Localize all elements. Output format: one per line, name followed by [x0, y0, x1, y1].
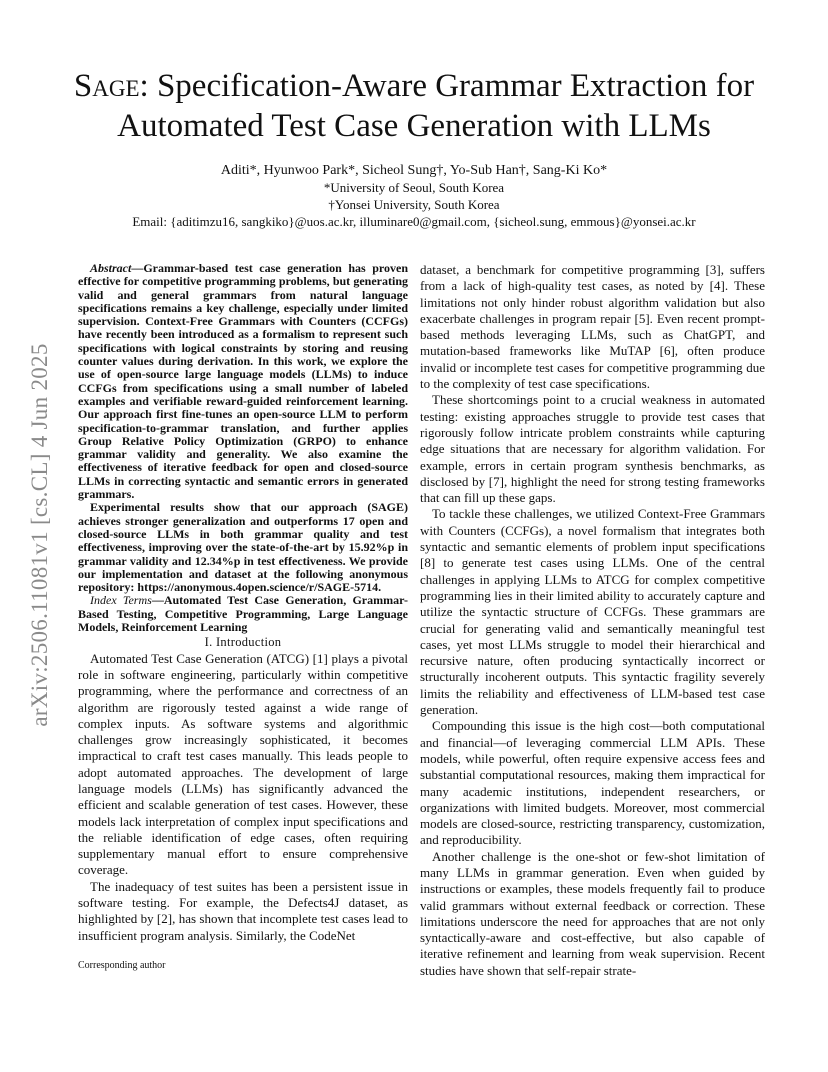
affiliation-1: *University of Seoul, South Korea: [323, 180, 505, 195]
body-paragraph-1: dataset, a benchmark for competitive programming [3], suffers from a lack of high-quality test cases, as noted by [4]. These limitations not only hinder robust algorithm validation but also exacerbate challenges in program repair [5]. Even recent prompt-based methods leveraging LLMs, such as ChatGPT, and mutation-based frameworks like MuTAP [6], often produce invalid or incomplete test cases for competitive programming due to the complexity of test case specifications.: [420, 262, 765, 392]
body-paragraph-5: Another challenge is the one-shot or few-shot limitation of many LLMs in grammar generation. Even when guided by instructions or examples, these models frequently fail to produce valid grammars without external feedback or correction. These limitations underscore the need for approaches that are not only syntactically-aware and cost-effective, but also capable of iterative refinement and learning from weak supervision. Recent studies have shown that self-repair strate-: [420, 848, 765, 978]
abstract-paragraph: [78, 262, 408, 501]
body-paragraph-3: To tackle these challenges, we utilized Context-Free Grammars with Counters (CCFGs), a novel formalism that integrates both syntactic and semantic elements of problem input specifications [8] to generate test cases using LLMs. One of the central challenges in applying LLMs to ATCG for complex competitive programming lies in their limited ability to accurately capture and utilize the syntactic structure of CCFGs. These grammars are crucial for generating valid and semantically meaningful test cases, yet most LLMs struggle to model their hierarchical and recursive nature, often producing syntactically incorrect or structurally incoherent outputs. This syntactic fragility severely limits the reliability and effectiveness of LLM-based test case generation.: [420, 506, 765, 718]
index-terms-text: —Automated Test Case Generation, Grammar-Based Testing, Competitive Programming, Large Language Models, Reinforcement Learning: [78, 593, 408, 635]
abstract-text: —Grammar-based test case generation has proven effective for competitive programming problems, but generating valid and general grammars from natural language specifications remains a key challenge, especially under limited supervision. Context-Free Grammars with Counters (CCFGs) have recently been introduced as a formalism to represent such specifications with logical constraints by storing and reusing counter values during derivation. In this work, we explore the use of open-source large language models (LLMs) to induce CCFGs from specifications using a small number of labeled examples and verifiable reward-guided reinforcement learning. Our approach first fine-tunes an open-source LLM to perform specification-to-grammar translation, and further applies Group Relative Policy Optimization (GRPO) to enhance grammar validity and generality. We also examine the effectiveness of iterative feedback for open and closed-source LLMs in correcting syntactic and semantic errors in generated grammars.: [78, 261, 408, 502]
footnote: Corresponding author: [78, 960, 166, 971]
title-system-name: Sage: [73, 68, 140, 104]
intro-paragraph-2: The inadequacy of test suites has been a persistent issue in software testing. For example, the Defects4J dataset, as highlighted by [2], has shown that incomplete test cases lead to insufficient program analysis. Similarly, the CodeNet: [78, 878, 408, 943]
author-list: Aditi*, Hyunwoo Park*, Sicheol Sung†, Yo-Sub Han†, Sang-Ki Ko*: [220, 163, 608, 178]
section-heading-introduction: I. Introduction: [204, 635, 282, 650]
abstract-label: Abstract: [90, 261, 132, 275]
intro-paragraph-1: Automated Test Case Generation (ATCG) [1] plays a pivotal role in software engineering, particularly within competitive programming, where the performance and correctness of an algorithm are rigorously tested against a wide range of complex inputs. As software systems and algorithmic challenges grow increasingly sophisticated, it becomes impractical to craft test cases manually. This leads people to adopt automated approaches. The development of large language models (LLMs) has significantly advanced the efficient and scalable generation of test cases. However, these models lack interpretation of complex input specifications and the reliable identification of edge cases, often requiring supplementary manual effort to ensure comprehensive coverage.: [78, 650, 408, 878]
affiliation-2: †Yonsei University, South Korea: [328, 197, 500, 212]
email-line: Email: {aditimzu16, sangkiko}@uos.ac.kr, illuminare0@gmail.com, {sicheol.sung, emmous}@yonsei.ac.kr: [132, 214, 696, 229]
arxiv-sidebar: [22, 0, 58, 1072]
body-paragraph-2: These shortcomings point to a crucial weakness in automated testing: existing approaches struggle to provide test cases that rigorously follow intricate problem constraints while capturing edge situations that are necessary for algorithm validation. For example, errors in certain program synthesis benchmarks, as disclosed by [7], highlight the need for strong testing frameworks that can fill up these gaps.: [420, 392, 765, 506]
arxiv-identifier: arXiv:2506.11081v1 [cs.CL] 4 Jun 2025: [27, 343, 52, 727]
left-column: [78, 262, 408, 944]
paper-title: [40, 66, 788, 146]
abstract-results: Experimental results show that our approach (SAGE) achieves stronger generalization and outperforms 17 open and closed-source LLMs in both grammar quality and test effectiveness, improving over the state-of-the-art by 15.92%p in grammar validity and 12.34%p in test effectiveness. We provide our implementation and dataset at the following anonymous repository: https://anonymous.4open.science/r/SAGE-5714.: [78, 500, 408, 595]
title-text: : Specification-Aware Grammar Extraction for Automated Test Case Generation with LLMs: [117, 68, 755, 144]
right-column: [420, 262, 765, 979]
body-paragraph-4: Compounding this issue is the high cost—both computational and financial—of leveraging commercial LLM APIs. These models, while powerful, often require expensive access fees and substantial computational resources, making them impractical for many academic institutions, independent researchers, or organizations with limited budgets. Moreover, most commercial models are closed-source, restricting transparency, customization, and reproducibility.: [420, 718, 765, 848]
index-terms-label: Index Terms: [90, 593, 152, 608]
index-terms: [78, 594, 408, 634]
